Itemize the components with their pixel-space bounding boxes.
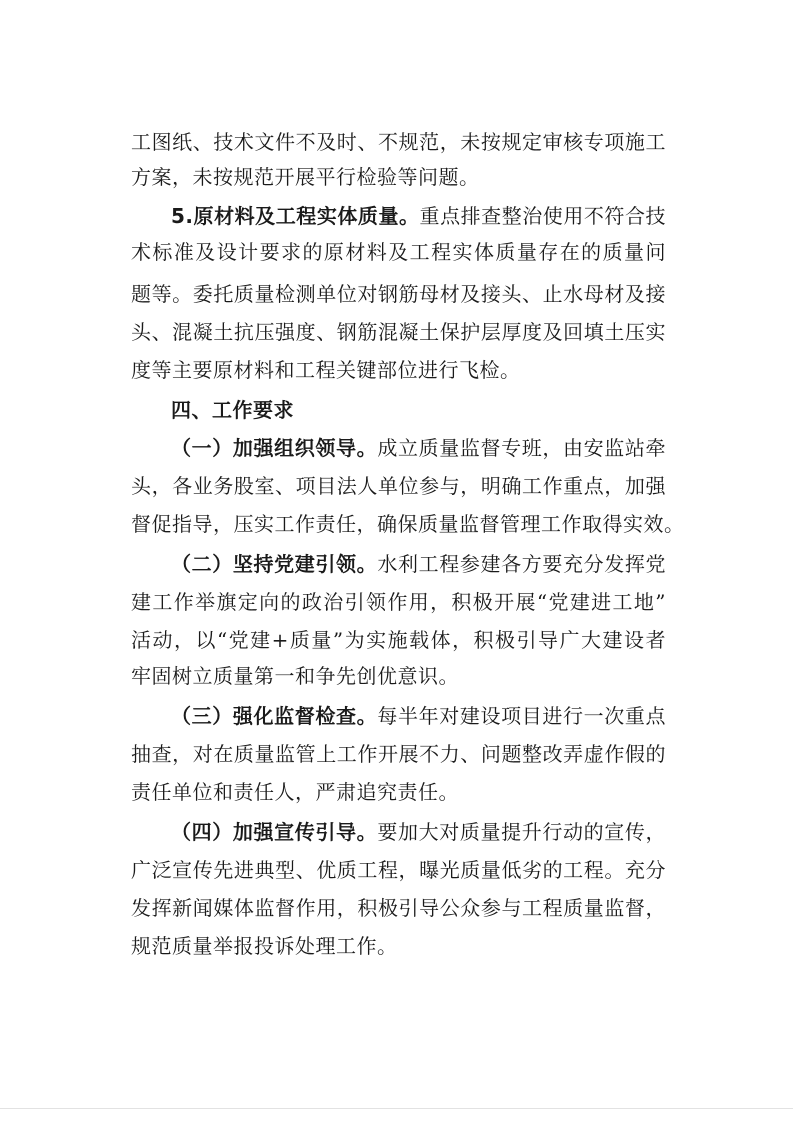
line-text: 抽查，对在质量监管上工作开展不力、问题整改弄虚作假的 bbox=[131, 742, 666, 766]
line-text: 头、混凝土抗压强度、钢筋混凝土保护层厚度及回填土压实 bbox=[131, 320, 666, 344]
line-text: 责任单位和责任人，严肃追究责任。 bbox=[131, 780, 459, 804]
line-text: 活动，以“党建+质量”为实施载体，积极引导广大建设者 bbox=[131, 628, 666, 652]
paragraph-line bbox=[131, 590, 666, 614]
paragraph-line bbox=[131, 664, 666, 688]
line-text: 重点排查整治使用不符合技 bbox=[419, 204, 667, 228]
section-heading: 5.原材料及工程实体质量。 bbox=[171, 204, 420, 228]
paragraph-line bbox=[131, 742, 666, 766]
section-heading-line bbox=[171, 204, 666, 228]
line-text: 牢固树立质量第一和争先创优意识。 bbox=[131, 664, 459, 688]
line-text: 督促指导，压实工作责任，确保质量监督管理工作取得实效。 bbox=[131, 512, 685, 536]
line-text: 每半年对建设项目进行一次重点 bbox=[377, 704, 667, 728]
paragraph-line bbox=[131, 858, 666, 882]
paragraph-line bbox=[131, 780, 666, 804]
line-text: 方案，未按规范开展平行检验等问题。 bbox=[131, 165, 480, 189]
section-heading: （四）加强宣传引导。 bbox=[171, 820, 378, 844]
chapter-heading-text: 四、工作要求 bbox=[171, 398, 294, 422]
paragraph-line bbox=[131, 130, 666, 154]
paragraph-line bbox=[131, 358, 666, 382]
paragraph-line bbox=[131, 240, 666, 264]
section-heading: （三）强化监督检查。 bbox=[171, 704, 378, 728]
line-text: 术标准及设计要求的原材料及工程实体质量存在的质量问 bbox=[131, 240, 666, 264]
line-text: 度等主要原材料和工程关键部位进行飞检。 bbox=[131, 358, 521, 382]
line-text: 发挥新闻媒体监督作用，积极引导公众参与工程质量监督， bbox=[131, 896, 666, 920]
line-text: 水利工程参建各方要充分发挥党 bbox=[377, 552, 667, 576]
chapter-heading bbox=[171, 398, 666, 422]
section-heading-line bbox=[171, 436, 666, 460]
section-heading: （一）加强组织领导。 bbox=[171, 436, 378, 460]
paragraph-line bbox=[131, 628, 666, 652]
line-text: 成立质量监督专班，由安监站牵 bbox=[377, 436, 667, 460]
paragraph-line bbox=[131, 165, 666, 189]
line-text: 规范质量举报投诉处理工作。 bbox=[131, 934, 398, 958]
section-heading-line bbox=[171, 552, 666, 576]
paragraph-line bbox=[131, 934, 666, 958]
line-text: 要加大对质量提升行动的宣传， bbox=[377, 820, 667, 844]
line-text: 工图纸、技术文件不及时、不规范，未按规定审核专项施工 bbox=[131, 130, 666, 154]
line-text: 头，各业务股室、项目法人单位参与，明确工作重点，加强 bbox=[131, 474, 666, 498]
paragraph-line bbox=[131, 896, 666, 920]
line-text: 题等。委托质量检测单位对钢筋母材及接头、止水母材及接 bbox=[131, 282, 666, 306]
section-heading-line bbox=[171, 704, 666, 728]
section-heading: （二）坚持党建引领。 bbox=[171, 552, 378, 576]
paragraph-line bbox=[131, 282, 666, 306]
page-bottom-edge bbox=[0, 1108, 793, 1109]
paragraph-line bbox=[131, 320, 666, 344]
line-text: 广泛宣传先进典型、优质工程，曝光质量低劣的工程。充分 bbox=[131, 858, 666, 882]
section-heading-line bbox=[171, 820, 666, 844]
line-text: 建工作举旗定向的政治引领作用，积极开展“党建进工地” bbox=[131, 590, 666, 614]
paragraph-line bbox=[131, 474, 666, 498]
paragraph-line bbox=[131, 512, 685, 536]
